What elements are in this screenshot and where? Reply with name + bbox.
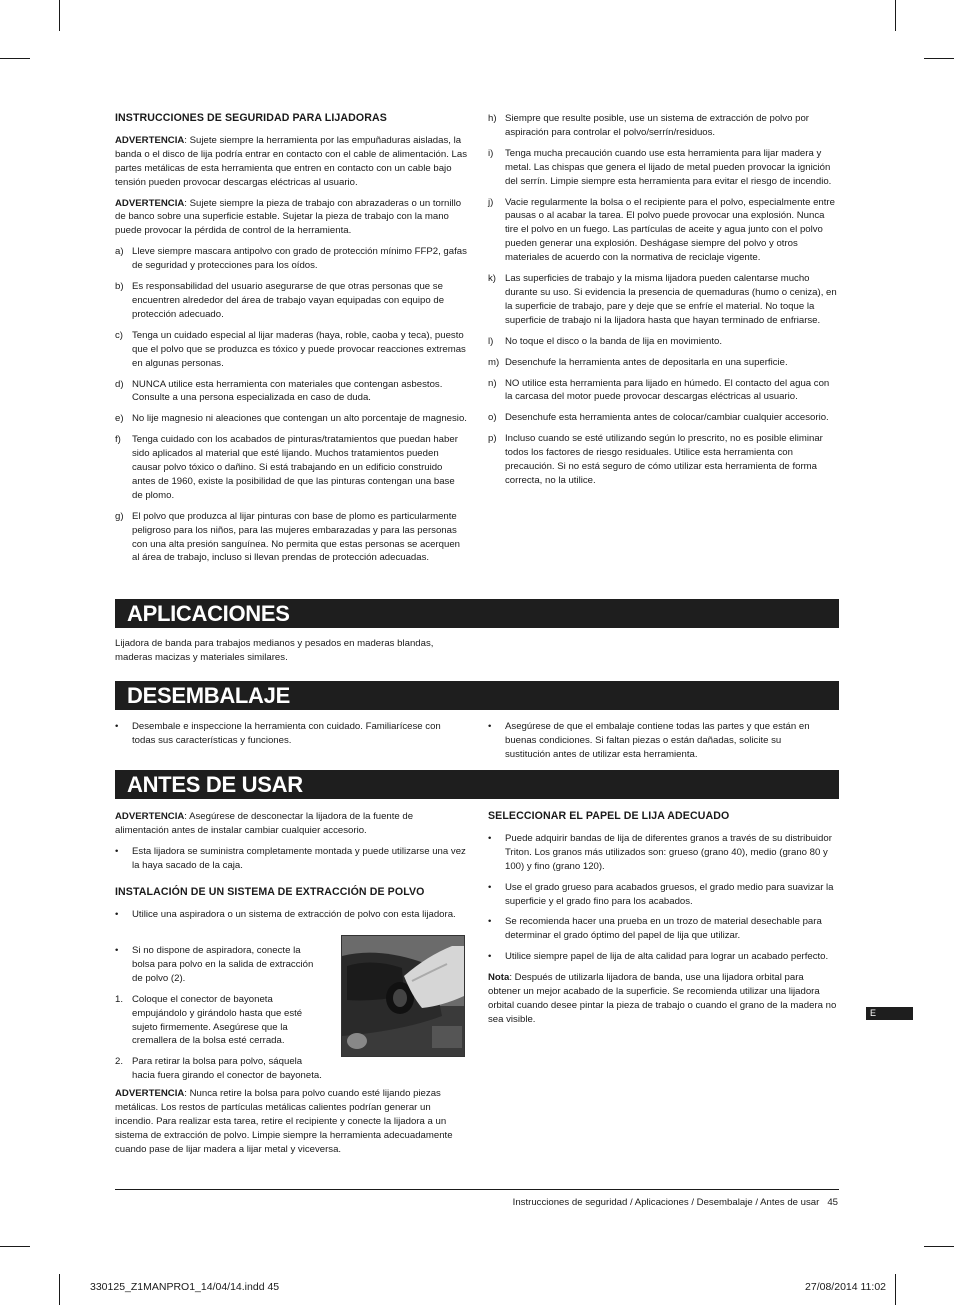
crop-mark: [895, 0, 896, 31]
note-label: Nota: [488, 972, 510, 984]
bullet-item: [115, 720, 465, 748]
section-heading-desembalaje: DESEMBALAJE: [115, 681, 839, 710]
desembalaje-left: [115, 720, 465, 755]
bullet-text: Use el grado grueso para acabados gruesos, el grado medio para suavizar la superficie y el grado fino para los acabados.: [505, 881, 834, 907]
bullet: •: [115, 945, 119, 956]
bullet: •: [115, 721, 119, 732]
list-item: [115, 245, 467, 273]
list-marker: g): [115, 510, 124, 522]
list-text: Incluso cuando se esté utilizando según lo prescrito, no es posible eliminar todos los factores de riesgo residuales. Utilice esta herramienta con precaución. Si no está seguro de cómo utilizar esta herramienta de forma correcta, no la utilice.: [505, 433, 823, 486]
list-text: NO utilice esta herramienta para lijado en húmedo. El contacto del agua con la carcasa del motor puede provocar descargas eléctricas al usuario.: [505, 377, 830, 403]
bullet: •: [488, 916, 492, 928]
bullet-item: [488, 720, 818, 762]
list-marker: m): [488, 356, 500, 368]
note-text: : Después de utilizarla lijadora de banda, use una lijadora orbital para obtener un mejor acabado de la superficie. Se recomienda utilizar una lijadora orbital cuando desee pintar la pieza de trabajo o cuando el grano de la madera no sea visible.: [488, 972, 837, 1025]
slug-file: 330125_Z1MANPRO1_14/04/14.indd 45: [90, 1281, 280, 1293]
bullet-item: [115, 944, 325, 986]
desembalaje-right: [488, 720, 818, 769]
warning-paragraph: [115, 197, 467, 239]
warning-label: ADVERTENCIA: [115, 811, 185, 822]
crop-mark: [0, 58, 30, 59]
list-item: [488, 377, 838, 405]
list-text: Desenchufe esta herramienta antes de colocar/cambiar cualquier accesorio.: [505, 412, 829, 424]
list-marker: b): [115, 281, 124, 293]
bullet-text: Se recomienda hacer una prueba en un trozo de material desechable para determinar el grado óptimo del papel de lija que utilizar.: [505, 916, 822, 942]
paragraph: Lijadora de banda para trabajos medianos y pesados en maderas blandas, maderas macizas y materiales similares.: [115, 638, 434, 663]
step-item: [115, 1055, 325, 1083]
bullet-text: Si no dispone de aspiradora, conecte la bolsa para polvo en la salida de extracción de polvo (2).: [132, 945, 314, 984]
bullet-text: Utilice siempre papel de lija de alta calidad para lograr un acabado perfecto.: [505, 951, 829, 963]
safety-title: INSTRUCCIONES DE SEGURIDAD PARA LIJADORAS: [115, 112, 387, 124]
list-item: [115, 329, 467, 371]
list-text: Es responsabilidad del usuario asegurarse de que otras personas que se encuentren alrededor del área de trabajo vayan equipadas con equipo de protección adecuado.: [132, 281, 445, 320]
list-item: [115, 510, 467, 566]
list-text: Siempre que resulte posible, use un sistema de extracción de polvo por aspiración para controlar el polvo/serrín/residuos.: [505, 113, 809, 138]
list-item: [488, 272, 838, 328]
bullet-text: Asegúrese de que el embalaje contiene todas las partes y que están en buenas condiciones. Si faltan piezas o están dañadas, solicite su sustitución antes de utilizar esta herramienta.: [505, 721, 810, 760]
list-text: Desenchufe la herramienta antes de depositarla en una superficie.: [505, 356, 788, 368]
bullet-text: Desembale e inspeccione la herramienta con cuidado. Familiarícese con todas sus características y funciones.: [132, 721, 441, 746]
crop-mark: [59, 0, 60, 31]
list-item: [488, 432, 838, 488]
bullet: •: [488, 881, 492, 893]
step-marker: 1.: [115, 993, 124, 1005]
warning-paragraph: [115, 134, 467, 190]
bullet: •: [115, 845, 119, 857]
bullet-item: [488, 881, 838, 909]
warning-text: : Sujete siempre la herramienta por las empuñaduras aisladas, la banda o el disco de lija podría entrar en contacto con el cable de alimentación. Las partes metálicas de esta herramienta que entren en contacto con un cable bajo tensión pueden provocar descargas eléctricas al usuario.: [115, 134, 467, 188]
list-text: Lleve siempre mascara antipolvo con grado de protección mínimo FFP2, gafas de seguridad y protecciones para los oídos.: [132, 246, 467, 272]
bullet: •: [488, 832, 492, 844]
bullet: •: [115, 908, 119, 920]
antes-left-steps: [115, 944, 325, 1090]
step-text: Para retirar la bolsa para polvo, sáquela hacia fuera girando el conector de bayoneta.: [132, 1056, 322, 1082]
bullet-item: [115, 845, 467, 873]
sander-dust-bag-image: [342, 936, 464, 1056]
warning-label: ADVERTENCIA: [115, 134, 185, 146]
list-marker: i): [488, 147, 494, 159]
extraction-title: INSTALACIÓN DE UN SISTEMA DE EXTRACCIÓN DE POLVO: [115, 885, 425, 898]
list-marker: a): [115, 246, 124, 258]
list-marker: h): [488, 113, 497, 124]
note-paragraph: [488, 971, 838, 1027]
step-marker: 2.: [115, 1056, 124, 1068]
list-text: No lije magnesio ni aleaciones que contengan un alto porcentaje de magnesio.: [132, 413, 467, 425]
warning-text: : Asegúrese de desconectar la lijadora de la fuente de alimentación antes de instalar cambiar cualquier accesorio.: [115, 811, 414, 836]
list-text: NUNCA utilice esta herramienta con materiales que contengan asbestos. Consulte a una persona especializada en caso de duda.: [132, 378, 443, 404]
bullet-item: [115, 908, 467, 922]
list-marker: n): [488, 377, 497, 389]
list-item: [488, 335, 838, 349]
warning-text: : Nunca retire la bolsa para polvo cuando esté lijando piezas metálicas. Los restos de partículas metálicas calientes podrían generar un incendio. Para realizar esta tarea, retire el recipiente y conecte la lijadora a un sistema de extracción de polvo. Limpie siempre la herramienta adecuadamente cuando pase de lijar madera a lijar metal y viceversa.: [115, 1088, 453, 1155]
bullet-item: [488, 915, 838, 943]
crop-mark: [895, 1274, 896, 1305]
warning-paragraph: [115, 1087, 467, 1157]
language-tab: E: [866, 1007, 913, 1020]
bullet-text: Utilice una aspiradora o un sistema de extracción de polvo con esta lijadora.: [132, 908, 456, 920]
list-item: [115, 433, 467, 503]
list-text: Las superficies de trabajo y la misma lijadora pueden calentarse mucho durante su uso. Si evidencia la presencia de quemaduras (humo o ceniza), en la superficie de trabajo, pare y deje que se enfríe el material. No toque la superficie de trabajo ni la lijadora hasta que hayan terminado de enfriarse.: [505, 273, 837, 326]
bullet-item: [488, 950, 838, 964]
section-heading-aplicaciones: APLICACIONES: [115, 599, 839, 628]
safety-left-column: [115, 112, 467, 572]
list-item: [488, 112, 838, 140]
footer-rule: [115, 1189, 839, 1190]
list-marker: p): [488, 433, 497, 445]
step-item: [115, 993, 325, 1049]
list-item: [488, 411, 838, 425]
list-item: [115, 378, 467, 406]
list-item: [115, 412, 467, 426]
list-marker: j): [488, 196, 494, 208]
antes-left-bottom: [115, 1087, 467, 1164]
list-marker: e): [115, 413, 124, 425]
crop-mark: [59, 1274, 60, 1305]
list-item: [488, 196, 838, 266]
page-footer: [513, 1196, 838, 1209]
antes-left-top: [115, 810, 467, 928]
warning-label: ADVERTENCIA: [115, 197, 185, 209]
warning-label: ADVERTENCIA: [115, 1088, 185, 1099]
slug-datetime: 27/08/2014 11:02: [805, 1281, 886, 1293]
list-text: Tenga cuidado con los acabados de pinturas/tratamientos que puedan haber sido aplicados al material que esté lijando. Muchos tratamientos pueden causar polvo tóxico o dañino. Si está trabajando en un edificio construido antes de 1960, existe la posibilidad de que las pinturas contengan una base de plomo.: [132, 434, 458, 501]
crop-mark: [0, 1246, 30, 1247]
list-text: Tenga mucha precaución cuando use esta herramienta para lijar madera y metal. Las chispas que genera el lijado de metal pueden provocar la ignición del serrín. Limpie siempre esta herramienta para evitar el riesgo de incendio.: [505, 147, 832, 187]
list-marker: k): [488, 273, 496, 285]
page-number: 45: [827, 1197, 838, 1208]
dust-bag-photo: [341, 935, 465, 1057]
bullet-item: [488, 832, 838, 874]
warning-paragraph: [115, 810, 467, 838]
crop-mark: [924, 1246, 954, 1247]
list-marker: c): [115, 329, 123, 341]
list-item: [488, 356, 838, 370]
list-text: Vacie regularmente la bolsa o el recipiente para el polvo, especialmente entre pausas o al acabar la tarea. El polvo puede provocar una explosión. Nunca tire el polvo en un fuego. Las partículas de aceite y agua junto con el polvo pueden generar una explosión. Deshágase siempre del polvo y otros materiales de acuerdo con la normativa de reciclaje vigente.: [505, 196, 835, 264]
list-text: El polvo que produzca al lijar pinturas con base de plomo es particularmente peligroso para los niños, para las mujeres embarazadas y para las personas con una alta presión sanguínea. No permita que estas personas se acerquen al área de trabajo, incluso si llevan prendas de protección adecuadas.: [132, 510, 461, 564]
list-marker: f): [115, 434, 121, 446]
crop-mark: [924, 58, 954, 59]
list-marker: d): [115, 378, 124, 390]
footer-sections: Instrucciones de seguridad / Aplicaciones / Desembalaje / Antes de usar: [512, 1197, 820, 1208]
list-text: No toque el disco o la banda de lija en movimiento.: [505, 335, 723, 347]
section-heading-antes-de-usar: ANTES DE USAR: [115, 770, 839, 799]
list-marker: o): [488, 412, 497, 424]
bullet: •: [488, 721, 492, 732]
antes-right-column: [488, 810, 838, 1034]
step-text: Coloque el conector de bayoneta empujándolo y girándolo hasta que esté sujeto firmemente. Asegúrese que la cremallera de la bolsa esté cerrada.: [132, 993, 303, 1047]
paper-title: SELECCIONAR EL PAPEL DE LIJA ADECUADO: [488, 810, 730, 822]
bullet-text: Esta lijadora se suministra completamente montada y puede utilizarse una vez la haya sacado de la caja.: [132, 845, 466, 871]
bullet-text: Puede adquirir bandas de lija de diferentes granos a través de su distribuidor Triton. Los granos más utilizados son: grueso (grano 40), medio (grano 80 y 100) y fino (grano 120).: [505, 832, 832, 872]
list-item: [488, 147, 838, 189]
bullet: •: [488, 951, 492, 963]
aplicaciones-text: [115, 637, 460, 672]
list-text: Tenga un cuidado especial al lijar maderas (haya, roble, caoba y teca), puesto que el polvo que se produzca es tóxico y puede provocar reacciones extremas en algunas personas.: [132, 329, 466, 369]
list-marker: l): [488, 335, 494, 347]
list-item: [115, 280, 467, 322]
warning-text: : Sujete siempre la pieza de trabajo con abrazaderas o un tornillo de banco sobre una superficie estable. Sujetar la pieza de trabajo con la mano puede provocar la pérdida de control de la herramienta.: [115, 197, 462, 237]
safety-right-column: [488, 112, 838, 495]
